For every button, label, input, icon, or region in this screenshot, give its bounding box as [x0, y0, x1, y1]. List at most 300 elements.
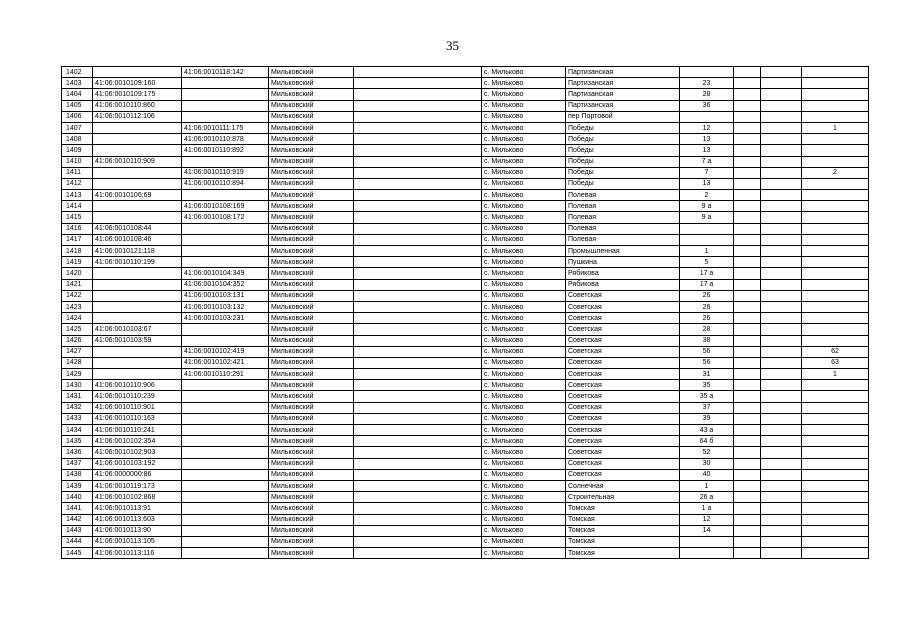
table-row: [62, 469, 869, 480]
table-row: [62, 290, 869, 301]
cadastral-number-cell: 41:06:0010119:173: [93, 480, 182, 491]
street-cell: Полевая: [566, 190, 680, 201]
block-cell: [761, 167, 802, 178]
house-number-cell: [680, 67, 734, 78]
block-cell: [761, 246, 802, 257]
building-cell: [734, 145, 761, 156]
district-cell: Мильковский: [269, 480, 354, 491]
table-row: [62, 156, 869, 167]
building-cell: [734, 480, 761, 491]
building-cell: [734, 290, 761, 301]
blank-cell: [354, 268, 482, 279]
block-cell: [761, 503, 802, 514]
parcel-number-cell: 41:06:0010103:231: [182, 313, 269, 324]
blank-cell: [354, 380, 482, 391]
block-cell: [761, 257, 802, 268]
block-cell: [761, 67, 802, 78]
parcel-number-cell: [182, 402, 269, 413]
block-cell: [761, 469, 802, 480]
table-row: [62, 246, 869, 257]
district-cell: Мильковский: [269, 503, 354, 514]
district-cell: Мильковский: [269, 514, 354, 525]
apartment-cell: [802, 78, 869, 89]
blank-cell: [354, 436, 482, 447]
blank-cell: [354, 313, 482, 324]
parcel-number-cell: 41:06:0010118:142: [182, 67, 269, 78]
settlement-cell: с. Мильково: [482, 167, 566, 178]
building-cell: [734, 536, 761, 547]
building-cell: [734, 234, 761, 245]
row-number-cell: 1406: [62, 111, 93, 122]
parcel-number-cell: [182, 413, 269, 424]
block-cell: [761, 357, 802, 368]
street-cell: Томская: [566, 503, 680, 514]
parcel-number-cell: [182, 78, 269, 89]
house-number-cell: 64 б: [680, 436, 734, 447]
row-number-cell: 1412: [62, 178, 93, 189]
house-number-cell: 23: [680, 78, 734, 89]
building-cell: [734, 458, 761, 469]
cadastral-number-cell: 41:06:0010110:909: [93, 156, 182, 167]
row-number-cell: 1432: [62, 402, 93, 413]
blank-cell: [354, 122, 482, 133]
cadastral-number-cell: [93, 145, 182, 156]
street-cell: Рябикова: [566, 268, 680, 279]
cadastral-number-cell: 41:06:0010113:105: [93, 536, 182, 547]
building-cell: [734, 78, 761, 89]
house-number-cell: 35 а: [680, 391, 734, 402]
apartment-cell: [802, 402, 869, 413]
settlement-cell: с. Мильково: [482, 145, 566, 156]
house-number-cell: 12: [680, 122, 734, 133]
street-cell: Советская: [566, 357, 680, 368]
settlement-cell: с. Мильково: [482, 536, 566, 547]
blank-cell: [354, 100, 482, 111]
street-cell: Победы: [566, 167, 680, 178]
apartment-cell: [802, 458, 869, 469]
settlement-cell: с. Мильково: [482, 67, 566, 78]
apartment-cell: [802, 145, 869, 156]
settlement-cell: с. Мильково: [482, 503, 566, 514]
block-cell: [761, 301, 802, 312]
apartment-cell: 62: [802, 346, 869, 357]
parcel-number-cell: [182, 469, 269, 480]
building-cell: [734, 436, 761, 447]
building-cell: [734, 301, 761, 312]
settlement-cell: с. Мильково: [482, 257, 566, 268]
row-number-cell: 1411: [62, 167, 93, 178]
block-cell: [761, 178, 802, 189]
house-number-cell: 36: [680, 100, 734, 111]
building-cell: [734, 100, 761, 111]
street-cell: Партизанская: [566, 89, 680, 100]
block-cell: [761, 234, 802, 245]
table-row: [62, 134, 869, 145]
street-cell: Советская: [566, 436, 680, 447]
row-number-cell: 1439: [62, 480, 93, 491]
house-number-cell: 28: [680, 89, 734, 100]
street-cell: Советская: [566, 402, 680, 413]
table-row: [62, 78, 869, 89]
street-cell: Полевая: [566, 201, 680, 212]
street-cell: Партизанская: [566, 78, 680, 89]
row-number-cell: 1413: [62, 190, 93, 201]
settlement-cell: с. Мильково: [482, 458, 566, 469]
building-cell: [734, 357, 761, 368]
building-cell: [734, 190, 761, 201]
street-cell: пер Портовой: [566, 111, 680, 122]
district-cell: Мильковский: [269, 492, 354, 503]
parcel-number-cell: [182, 246, 269, 257]
table-row: [62, 167, 869, 178]
street-cell: Победы: [566, 156, 680, 167]
district-cell: Мильковский: [269, 369, 354, 380]
block-cell: [761, 89, 802, 100]
house-number-cell: 9 а: [680, 201, 734, 212]
table-row: [62, 268, 869, 279]
settlement-cell: с. Мильково: [482, 234, 566, 245]
district-cell: Мильковский: [269, 380, 354, 391]
parcel-number-cell: [182, 458, 269, 469]
cadastral-number-cell: [93, 122, 182, 133]
block-cell: [761, 413, 802, 424]
district-cell: Мильковский: [269, 67, 354, 78]
parcel-number-cell: [182, 156, 269, 167]
blank-cell: [354, 324, 482, 335]
district-cell: Мильковский: [269, 447, 354, 458]
house-number-cell: 9 а: [680, 212, 734, 223]
parcel-number-cell: [182, 391, 269, 402]
building-cell: [734, 111, 761, 122]
district-cell: Мильковский: [269, 145, 354, 156]
settlement-cell: с. Мильково: [482, 447, 566, 458]
parcel-number-cell: 41:06:0010110:892: [182, 145, 269, 156]
house-number-cell: 14: [680, 525, 734, 536]
district-cell: Мильковский: [269, 246, 354, 257]
street-cell: Советская: [566, 346, 680, 357]
block-cell: [761, 223, 802, 234]
house-number-cell: [680, 536, 734, 547]
street-cell: Советская: [566, 469, 680, 480]
cadastral-number-cell: [93, 167, 182, 178]
parcel-number-cell: [182, 100, 269, 111]
district-cell: Мильковский: [269, 301, 354, 312]
row-number-cell: 1404: [62, 89, 93, 100]
apartment-cell: [802, 492, 869, 503]
row-number-cell: 1421: [62, 279, 93, 290]
row-number-cell: 1441: [62, 503, 93, 514]
parcel-number-cell: [182, 436, 269, 447]
parcel-number-cell: [182, 425, 269, 436]
parcel-number-cell: 41:06:0010104:352: [182, 279, 269, 290]
house-number-cell: 1: [680, 480, 734, 491]
table-row: [62, 369, 869, 380]
parcel-number-cell: 41:06:0010102:419: [182, 346, 269, 357]
building-cell: [734, 67, 761, 78]
row-number-cell: 1419: [62, 257, 93, 268]
table-row: [62, 480, 869, 491]
street-cell: Советская: [566, 425, 680, 436]
parcel-number-cell: [182, 335, 269, 346]
street-cell: Победы: [566, 178, 680, 189]
parcel-number-cell: 41:06:0010103:132: [182, 301, 269, 312]
settlement-cell: с. Мильково: [482, 111, 566, 122]
settlement-cell: с. Мильково: [482, 178, 566, 189]
blank-cell: [354, 525, 482, 536]
building-cell: [734, 324, 761, 335]
row-number-cell: 1426: [62, 335, 93, 346]
building-cell: [734, 369, 761, 380]
cadastral-number-cell: 41:06:0010103:67: [93, 324, 182, 335]
district-cell: Мильковский: [269, 212, 354, 223]
cadastral-number-cell: 41:06:0010121:118: [93, 246, 182, 257]
parcel-number-cell: 41:06:0010102:421: [182, 357, 269, 368]
settlement-cell: с. Мильково: [482, 425, 566, 436]
table-body: [62, 67, 869, 559]
district-cell: Мильковский: [269, 413, 354, 424]
cadastral-number-cell: 41:06:0010102:903: [93, 447, 182, 458]
street-cell: Пушкина: [566, 257, 680, 268]
settlement-cell: с. Мильково: [482, 469, 566, 480]
block-cell: [761, 78, 802, 89]
house-number-cell: 7: [680, 167, 734, 178]
building-cell: [734, 447, 761, 458]
table-row: [62, 402, 869, 413]
cadastral-number-cell: [93, 268, 182, 279]
blank-cell: [354, 335, 482, 346]
district-cell: Мильковский: [269, 122, 354, 133]
street-cell: Советская: [566, 380, 680, 391]
building-cell: [734, 503, 761, 514]
street-cell: Томская: [566, 548, 680, 559]
district-cell: Мильковский: [269, 391, 354, 402]
cadastral-number-cell: 41:06:0010112:106: [93, 111, 182, 122]
table-row: [62, 335, 869, 346]
cadastral-number-cell: [93, 346, 182, 357]
blank-cell: [354, 548, 482, 559]
district-cell: Мильковский: [269, 78, 354, 89]
parcel-number-cell: 41:06:0010110:919: [182, 167, 269, 178]
block-cell: [761, 346, 802, 357]
table-row: [62, 391, 869, 402]
table-row: [62, 111, 869, 122]
street-cell: Полевая: [566, 212, 680, 223]
parcel-number-cell: 41:06:0010103:131: [182, 290, 269, 301]
blank-cell: [354, 346, 482, 357]
street-cell: Победы: [566, 145, 680, 156]
house-number-cell: 13: [680, 134, 734, 145]
table-row: [62, 503, 869, 514]
block-cell: [761, 458, 802, 469]
row-number-cell: 1420: [62, 268, 93, 279]
settlement-cell: с. Мильково: [482, 369, 566, 380]
apartment-cell: [802, 67, 869, 78]
parcel-number-cell: [182, 111, 269, 122]
house-number-cell: [680, 234, 734, 245]
row-number-cell: 1429: [62, 369, 93, 380]
cadastral-number-cell: 41:06:0010110:860: [93, 100, 182, 111]
table-row: [62, 536, 869, 547]
house-number-cell: 38: [680, 335, 734, 346]
parcel-number-cell: [182, 380, 269, 391]
settlement-cell: с. Мильково: [482, 335, 566, 346]
block-cell: [761, 480, 802, 491]
table-row: [62, 447, 869, 458]
apartment-cell: [802, 100, 869, 111]
blank-cell: [354, 167, 482, 178]
street-cell: Томская: [566, 525, 680, 536]
table-row: [62, 425, 869, 436]
building-cell: [734, 201, 761, 212]
apartment-cell: [802, 525, 869, 536]
house-number-cell: 1 а: [680, 503, 734, 514]
street-cell: Полевая: [566, 234, 680, 245]
settlement-cell: с. Мильково: [482, 279, 566, 290]
block-cell: [761, 313, 802, 324]
house-number-cell: 52: [680, 447, 734, 458]
cadastral-number-cell: 41:06:0010110:239: [93, 391, 182, 402]
district-cell: Мильковский: [269, 89, 354, 100]
blank-cell: [354, 212, 482, 223]
block-cell: [761, 145, 802, 156]
parcel-number-cell: [182, 324, 269, 335]
cadastral-number-cell: 41:06:0010110:906: [93, 380, 182, 391]
street-cell: Томская: [566, 536, 680, 547]
settlement-cell: с. Мильково: [482, 402, 566, 413]
cadastral-number-cell: 41:06:0010108:46: [93, 234, 182, 245]
cadastral-number-cell: [93, 134, 182, 145]
blank-cell: [354, 301, 482, 312]
house-number-cell: 43 а: [680, 425, 734, 436]
house-number-cell: 35: [680, 380, 734, 391]
apartment-cell: 2: [802, 167, 869, 178]
parcel-number-cell: [182, 234, 269, 245]
building-cell: [734, 89, 761, 100]
building-cell: [734, 469, 761, 480]
settlement-cell: с. Мильково: [482, 290, 566, 301]
building-cell: [734, 134, 761, 145]
house-number-cell: [680, 111, 734, 122]
block-cell: [761, 514, 802, 525]
district-cell: Мильковский: [269, 548, 354, 559]
building-cell: [734, 391, 761, 402]
registry-table: [61, 66, 869, 559]
building-cell: [734, 223, 761, 234]
table-row: [62, 357, 869, 368]
settlement-cell: с. Мильково: [482, 156, 566, 167]
cadastral-number-cell: [93, 357, 182, 368]
apartment-cell: [802, 134, 869, 145]
house-number-cell: 26: [680, 313, 734, 324]
parcel-number-cell: [182, 480, 269, 491]
apartment-cell: [802, 234, 869, 245]
building-cell: [734, 425, 761, 436]
parcel-number-cell: [182, 514, 269, 525]
cadastral-number-cell: [93, 313, 182, 324]
block-cell: [761, 201, 802, 212]
building-cell: [734, 335, 761, 346]
block-cell: [761, 134, 802, 145]
building-cell: [734, 514, 761, 525]
table-row: [62, 145, 869, 156]
street-cell: Строительная: [566, 492, 680, 503]
block-cell: [761, 122, 802, 133]
district-cell: Мильковский: [269, 190, 354, 201]
settlement-cell: с. Мильково: [482, 122, 566, 133]
apartment-cell: [802, 324, 869, 335]
blank-cell: [354, 78, 482, 89]
blank-cell: [354, 111, 482, 122]
building-cell: [734, 257, 761, 268]
table-row: [62, 279, 869, 290]
settlement-cell: с. Мильково: [482, 134, 566, 145]
building-cell: [734, 212, 761, 223]
house-number-cell: 13: [680, 145, 734, 156]
apartment-cell: [802, 156, 869, 167]
blank-cell: [354, 514, 482, 525]
table-row: [62, 380, 869, 391]
district-cell: Мильковский: [269, 134, 354, 145]
table-row: [62, 525, 869, 536]
table-row: [62, 324, 869, 335]
building-cell: [734, 548, 761, 559]
apartment-cell: [802, 178, 869, 189]
house-number-cell: 12: [680, 514, 734, 525]
row-number-cell: 1407: [62, 122, 93, 133]
cadastral-number-cell: 41:06:0010103:59: [93, 335, 182, 346]
block-cell: [761, 380, 802, 391]
row-number-cell: 1440: [62, 492, 93, 503]
blank-cell: [354, 290, 482, 301]
block-cell: [761, 492, 802, 503]
block-cell: [761, 402, 802, 413]
cadastral-number-cell: 41:06:0010109:175: [93, 89, 182, 100]
row-number-cell: 1436: [62, 447, 93, 458]
apartment-cell: [802, 190, 869, 201]
settlement-cell: с. Мильково: [482, 548, 566, 559]
cadastral-number-cell: 41:06:0010110:163: [93, 413, 182, 424]
building-cell: [734, 268, 761, 279]
street-cell: Томская: [566, 514, 680, 525]
blank-cell: [354, 257, 482, 268]
settlement-cell: с. Мильково: [482, 190, 566, 201]
house-number-cell: [680, 223, 734, 234]
row-number-cell: 1402: [62, 67, 93, 78]
table-row: [62, 190, 869, 201]
house-number-cell: 26 а: [680, 492, 734, 503]
street-cell: Советская: [566, 458, 680, 469]
blank-cell: [354, 223, 482, 234]
cadastral-number-cell: 41:06:0010113:603: [93, 514, 182, 525]
street-cell: Рябикова: [566, 279, 680, 290]
parcel-number-cell: [182, 190, 269, 201]
apartment-cell: [802, 246, 869, 257]
parcel-number-cell: [182, 223, 269, 234]
district-cell: Мильковский: [269, 268, 354, 279]
blank-cell: [354, 178, 482, 189]
blank-cell: [354, 201, 482, 212]
apartment-cell: [802, 503, 869, 514]
table-row: [62, 67, 869, 78]
blank-cell: [354, 156, 482, 167]
apartment-cell: [802, 436, 869, 447]
row-number-cell: 1443: [62, 525, 93, 536]
street-cell: Промышленная: [566, 246, 680, 257]
table-row: [62, 492, 869, 503]
apartment-cell: [802, 469, 869, 480]
district-cell: Мильковский: [269, 346, 354, 357]
block-cell: [761, 212, 802, 223]
